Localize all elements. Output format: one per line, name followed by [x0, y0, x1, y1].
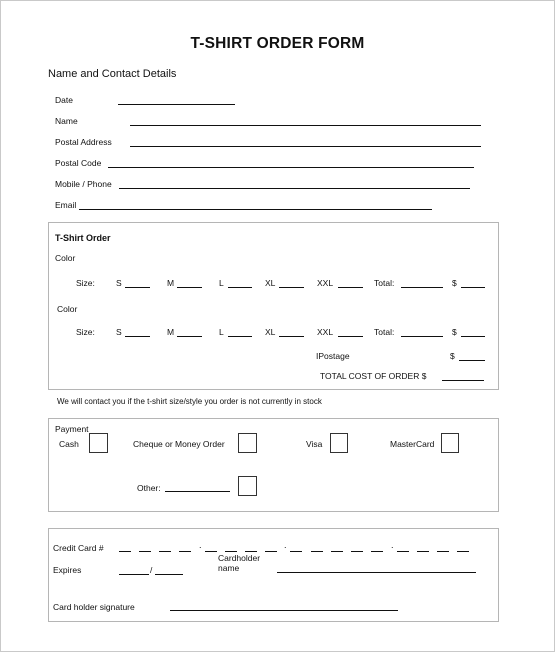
- payment-panel: [48, 418, 499, 512]
- size-s-label-row1: S: [116, 278, 122, 288]
- form-title: T-SHIRT ORDER FORM: [190, 35, 365, 52]
- visa-checkbox[interactable]: [330, 433, 348, 453]
- cardholder-name-field[interactable]: [277, 572, 476, 573]
- postal-address-label: Postal Address: [55, 137, 112, 147]
- name-label: Name: [55, 116, 78, 126]
- mastercard-checkbox[interactable]: [441, 433, 459, 453]
- card-group-separator: .: [391, 540, 394, 550]
- currency-row1: $: [452, 278, 457, 288]
- postage-label: IPostage: [316, 351, 350, 361]
- tshirt-order-panel: [48, 222, 499, 390]
- expires-label: Expires: [53, 565, 82, 575]
- size-m-label-row2: M: [167, 327, 175, 337]
- payment-heading: Payment: [55, 424, 89, 434]
- other-field[interactable]: [165, 491, 230, 492]
- mobile-phone-label: Mobile / Phone: [55, 179, 112, 189]
- size-m-qty-row1[interactable]: [177, 287, 202, 288]
- currency-row2: $: [452, 327, 457, 337]
- card-digit-slot[interactable]: [179, 551, 191, 552]
- cardholder-name-label-line2: name: [218, 563, 240, 573]
- size-m-label-row1: M: [167, 278, 175, 288]
- total-cost-label: TOTAL COST OF ORDER $: [320, 371, 427, 381]
- size-l-qty-row1[interactable]: [228, 287, 252, 288]
- signature-label: Card holder signature: [53, 602, 135, 612]
- size-xl-qty-row2[interactable]: [279, 336, 304, 337]
- cheque-label: Cheque or Money Order: [133, 439, 225, 449]
- card-digit-slot[interactable]: [205, 551, 217, 552]
- size-s-label-row2: S: [116, 327, 122, 337]
- mobile-phone-field[interactable]: [119, 188, 470, 189]
- expires-separator: /: [150, 565, 153, 575]
- size-s-qty-row1[interactable]: [125, 287, 150, 288]
- card-digit-slot[interactable]: [225, 551, 237, 552]
- total-qty-row2[interactable]: [401, 336, 443, 337]
- other-checkbox[interactable]: [238, 476, 257, 496]
- card-digit-slot[interactable]: [397, 551, 409, 552]
- stock-note: We will contact you if the t-shirt size/style you order is not currently in stock: [57, 397, 322, 406]
- mastercard-label: MasterCard: [390, 439, 435, 449]
- color-label-1: Color: [55, 253, 76, 263]
- size-xxl-qty-row2[interactable]: [338, 336, 363, 337]
- cash-checkbox[interactable]: [89, 433, 108, 453]
- credit-card-label: Credit Card #: [53, 543, 104, 553]
- signature-field[interactable]: [170, 610, 398, 611]
- amount-row1[interactable]: [461, 287, 485, 288]
- size-m-qty-row2[interactable]: [177, 336, 202, 337]
- size-xxl-label-row1: XXL: [317, 278, 334, 288]
- size-l-qty-row2[interactable]: [228, 336, 252, 337]
- card-group-separator: .: [284, 540, 287, 550]
- total-qty-row1[interactable]: [401, 287, 443, 288]
- card-digit-slot[interactable]: [290, 551, 302, 552]
- amount-row2[interactable]: [461, 336, 485, 337]
- size-xxl-qty-row1[interactable]: [338, 287, 363, 288]
- visa-label: Visa: [306, 439, 323, 449]
- size-xl-qty-row1[interactable]: [279, 287, 304, 288]
- cash-label: Cash: [59, 439, 79, 449]
- date-field[interactable]: [118, 104, 235, 105]
- total-label-row2: Total:: [374, 327, 395, 337]
- card-digit-slot[interactable]: [119, 551, 131, 552]
- card-digit-slot[interactable]: [351, 551, 363, 552]
- expires-month-field[interactable]: [119, 574, 149, 575]
- size-xxl-label-row2: XXL: [317, 327, 334, 337]
- name-field[interactable]: [130, 125, 481, 126]
- card-digit-slot[interactable]: [311, 551, 323, 552]
- cardholder-name-label-line1: Cardholder: [218, 553, 261, 563]
- size-l-label-row2: L: [219, 327, 224, 337]
- card-digit-slot[interactable]: [265, 551, 277, 552]
- card-digit-slot[interactable]: [139, 551, 151, 552]
- color-label-2: Color: [57, 304, 78, 314]
- size-label-row2: Size:: [76, 327, 95, 337]
- size-xl-label-row2: XL: [265, 327, 276, 337]
- other-label: Other:: [137, 483, 161, 493]
- cheque-checkbox[interactable]: [238, 433, 257, 453]
- size-label-row1: Size:: [76, 278, 95, 288]
- date-label: Date: [55, 95, 73, 105]
- total-label-row1: Total:: [374, 278, 395, 288]
- card-digit-slot[interactable]: [371, 551, 383, 552]
- card-digit-slot[interactable]: [437, 551, 449, 552]
- card-digit-slot[interactable]: [417, 551, 429, 552]
- contact-section-heading: Name and Contact Details: [48, 68, 177, 80]
- email-label: Email: [55, 200, 77, 210]
- card-digit-slot[interactable]: [457, 551, 469, 552]
- tshirt-order-heading: T-Shirt Order: [55, 233, 111, 243]
- postal-code-label: Postal Code: [55, 158, 102, 168]
- size-l-label-row1: L: [219, 278, 224, 288]
- postage-currency: $: [450, 351, 455, 361]
- size-xl-label-row1: XL: [265, 278, 276, 288]
- card-digit-slot[interactable]: [331, 551, 343, 552]
- card-digit-slot[interactable]: [245, 551, 257, 552]
- size-s-qty-row2[interactable]: [125, 336, 150, 337]
- email-field[interactable]: [79, 209, 432, 210]
- postal-address-field[interactable]: [130, 146, 481, 147]
- card-digit-slot[interactable]: [159, 551, 171, 552]
- postal-code-field[interactable]: [108, 167, 474, 168]
- expires-year-field[interactable]: [155, 574, 183, 575]
- total-cost-amount[interactable]: [442, 380, 484, 381]
- card-group-separator: .: [199, 540, 202, 550]
- postage-amount[interactable]: [459, 360, 485, 361]
